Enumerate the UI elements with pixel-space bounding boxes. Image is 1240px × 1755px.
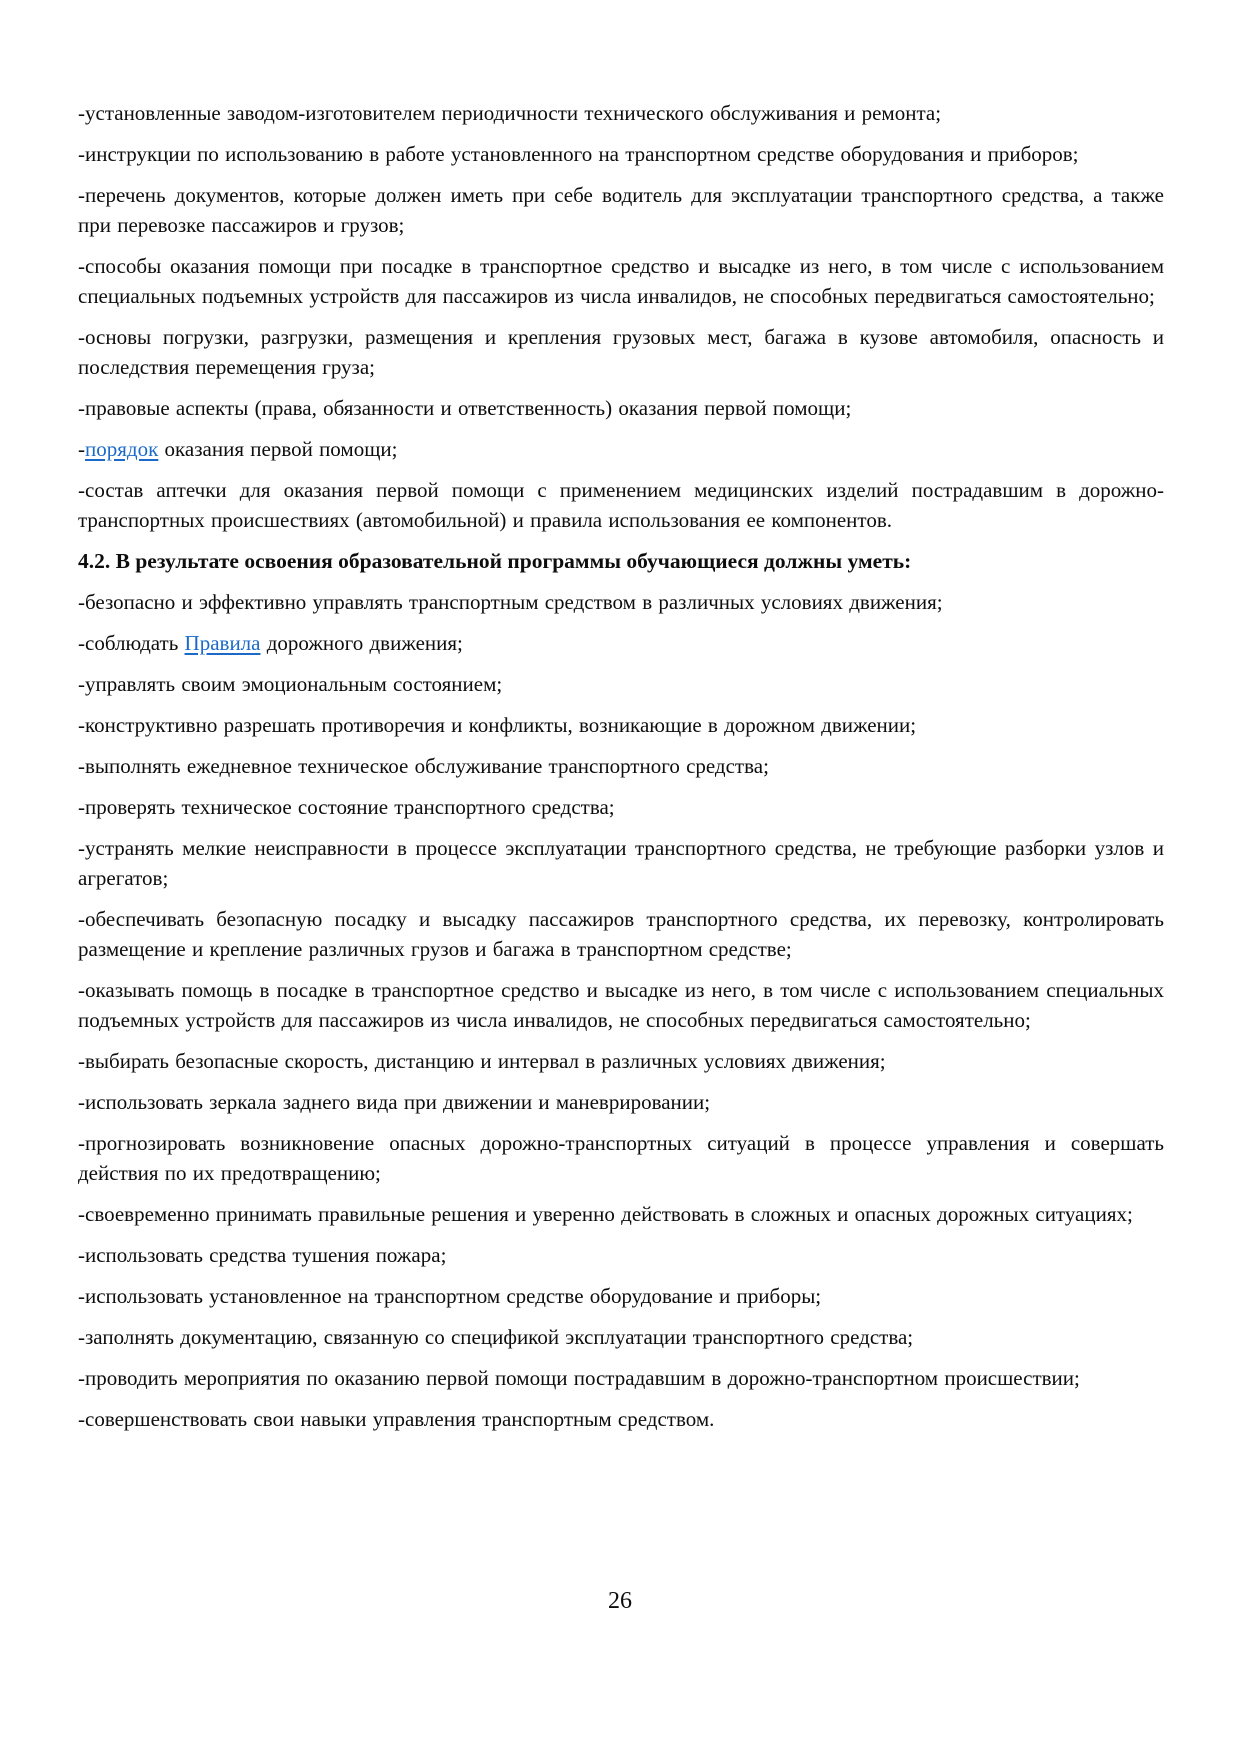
paragraph: -безопасно и эффективно управлять транспортным средством в различных условиях движения; [78,590,943,614]
paragraph: -прогнозировать возникновение опасных дорожно-транспортных ситуаций в процессе управления и совершать действия по их предотвращению; [78,1131,1164,1185]
paragraph: -совершенствовать свои навыки управления транспортным средством. [78,1407,715,1431]
paragraph: -правовые аспекты (права, обязанности и ответственность) оказания первой помощи; [78,396,852,420]
skills-list [78,587,1164,1434]
paragraph: -использовать зеркала заднего вида при движении и маневрировании; [78,1090,711,1114]
paragraph: -порядок оказания первой помощи; [78,437,398,461]
paragraph: -проводить мероприятия по оказанию первой помощи пострадавшим в дорожно-транспортном происшествии; [78,1366,1080,1390]
paragraph: -использовать установленное на транспортном средстве оборудование и приборы; [78,1284,822,1308]
paragraph: -способы оказания помощи при посадке в транспортное средство и высадке из него, в том числе с использованием специальных подъемных устройств для пассажиров из числа инвалидов, не способных передвигаться самостоятельно; [78,254,1164,308]
paragraph: -использовать средства тушения пожара; [78,1243,447,1267]
page-number: 26 [608,1588,632,1614]
paragraph: -перечень документов, которые должен иметь при себе водитель для эксплуатации транспортного средства, а также при перевозке пассажиров и грузов; [78,183,1164,237]
paragraph: -своевременно принимать правильные решения и уверенно действовать в сложных и опасных дорожных ситуациях; [78,1202,1133,1226]
paragraph: -состав аптечки для оказания первой помощи с применением медицинских изделий пострадавшим в дорожно-транспортных происшествиях (автомобильной) и правила использования ее компонентов. [78,478,1164,532]
paragraph: -инструкции по использованию в работе установленного на транспортном средстве оборудования и приборов; [78,142,1079,166]
hyperlink-pravila[interactable]: Правила [184,631,261,655]
paragraph: -устранять мелкие неисправности в процессе эксплуатации транспортного средства, не требующие разборки узлов и агрегатов; [78,836,1164,890]
paragraph: -оказывать помощь в посадке в транспортное средство и высадке из него, в том числе с использованием специальных подъемных устройств для пассажиров из числа инвалидов, не способных передвигаться самостоятельно; [78,978,1164,1032]
paragraph: -конструктивно разрешать противоречия и конфликты, возникающие в дорожном движении; [78,713,917,737]
paragraph: -проверять техническое состояние транспортного средства; [78,795,615,819]
paragraph: -основы погрузки, разгрузки, размещения и крепления грузовых мест, багажа в кузове автомобиля, опасность и последствия перемещения груза; [78,325,1164,379]
paragraph: -управлять своим эмоциональным состоянием; [78,672,503,696]
paragraph: -соблюдать Правила дорожного движения; [78,631,463,655]
knowledge-list [78,98,1164,535]
section-heading: 4.2. В результате освоения образовательной программы обучающиеся должны уметь: [78,549,912,573]
paragraph: -выбирать безопасные скорость, дистанцию и интервал в различных условиях движения; [78,1049,886,1073]
hyperlink-poryadok[interactable]: порядок [85,437,159,461]
paragraph: -выполнять ежедневное техническое обслуживание транспортного средства; [78,754,769,778]
paragraph: -заполнять документацию, связанную со спецификой эксплуатации транспортного средства; [78,1325,914,1349]
paragraph: -установленные заводом-изготовителем периодичности технического обслуживания и ремонта; [78,101,942,125]
paragraph: -обеспечивать безопасную посадку и высадку пассажиров транспортного средства, их перевозку, контролировать размещение и крепление различных грузов и багажа в транспортном средстве; [78,907,1164,961]
